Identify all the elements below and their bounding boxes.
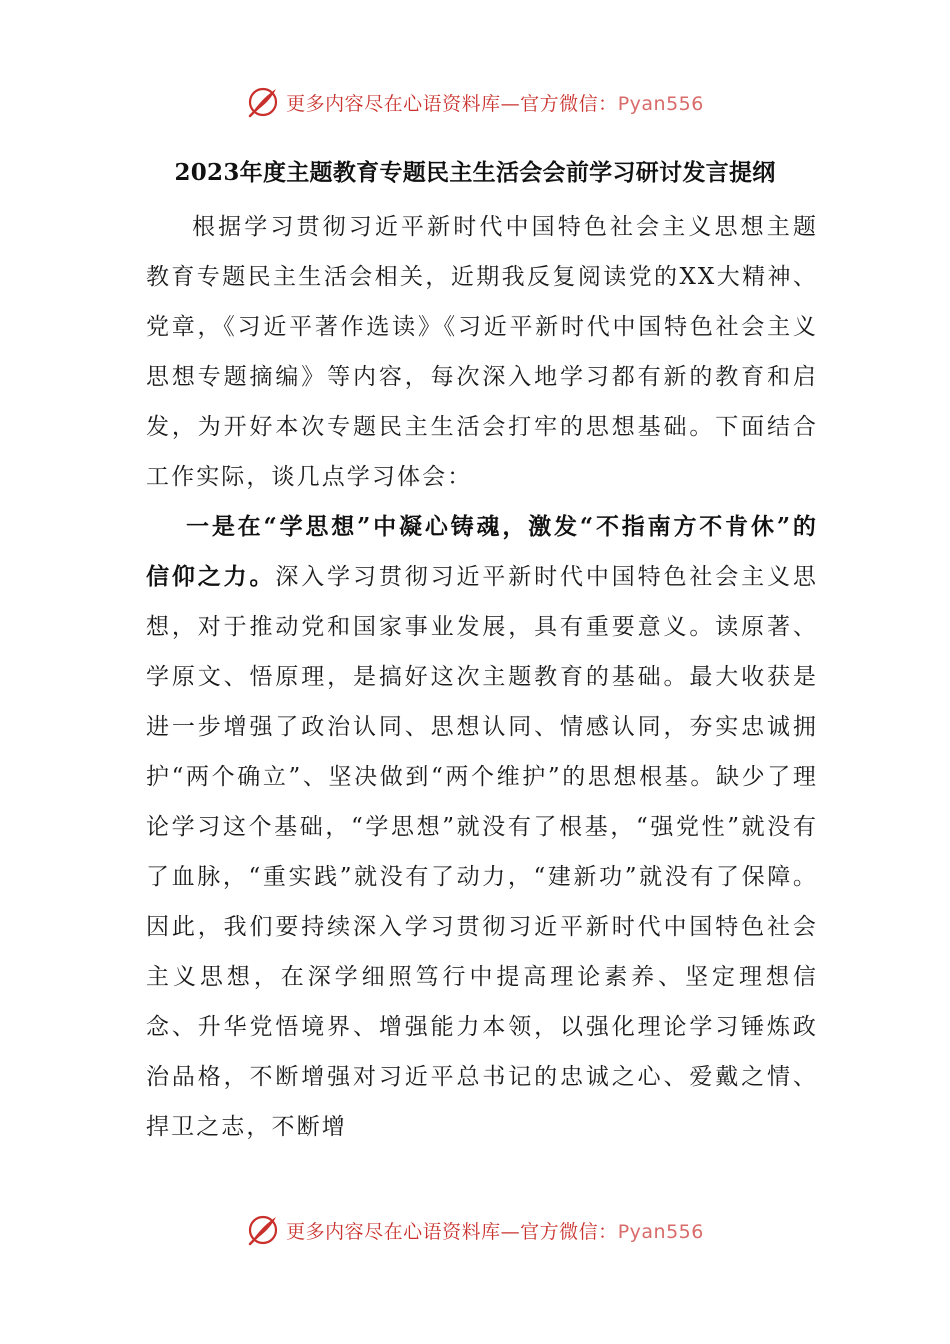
document-title: 2023年度主题教育专题民主生活会会前学习研讨发言提纲 xyxy=(174,159,776,186)
banner-text xyxy=(286,89,704,116)
banner-dash: — xyxy=(500,1220,521,1243)
header-watermark-banner xyxy=(0,82,950,122)
intro-paragraph: 根据学习贯彻习近平新时代中国特色社会主义思想主题教育专题民主生活会相关，近期我反复阅读党的XX大精神、党章，《习近平著作选读》《习近平新时代中国特色社会主义思想专题摘编》等内容，每次深入地学习都有新的教育和启发，为开好本次专题民主生活会打牢的思想基础。下面结合工作实际，谈几点学习体会： xyxy=(146,214,818,490)
footer-watermark-banner xyxy=(0,1210,950,1250)
banner-slogan: 更多内容尽在心语资料库 xyxy=(286,1220,501,1243)
banner-text xyxy=(286,1217,704,1244)
banner-wechat-label: 官方微信： xyxy=(520,1220,618,1243)
banner-wechat-id: Pyan556 xyxy=(617,1220,704,1243)
quill-logo-icon xyxy=(246,85,280,119)
point-one-body: 深入学习贯彻习近平新时代中国特色社会主义思想，对于推动党和国家事业发展，具有重要意义。读原著、学原文、悟原理，是搞好这次主题教育的基础。最大收获是进一步增强了政治认同、思想认同、情感认同，夯实忠诚拥护“两个确立”、坚决做到“两个维护”的思想根基。缺少了理论学习这个基础，“学思想”就没有了根基，“强党性”就没有了血脉，“重实践”就没有了动力，“建新功”就没有了保障。因此，我们要持续深入学习贯彻习近平新时代中国特色社会主义思想，在深学细照笃行中提高理论素养、坚定理想信念、升华党悟境界、增强能力本领，以强化理论学习锤炼政治品格，不断增强对习近平总书记的忠诚之心、爱戴之情、捍卫之志，不断增 xyxy=(146,564,819,1140)
banner-dash: — xyxy=(500,92,521,115)
point-one-heading: 一是在“学思想”中凝心铸魂，激发“不指南方不肯休”的信仰之力。 xyxy=(146,513,818,590)
banner-wechat-id: Pyan556 xyxy=(617,92,704,115)
point-one-paragraph xyxy=(146,502,818,1152)
banner-wechat-label: 官方微信： xyxy=(520,92,618,115)
quill-logo-icon xyxy=(246,1213,280,1247)
banner-slogan: 更多内容尽在心语资料库 xyxy=(286,92,501,115)
